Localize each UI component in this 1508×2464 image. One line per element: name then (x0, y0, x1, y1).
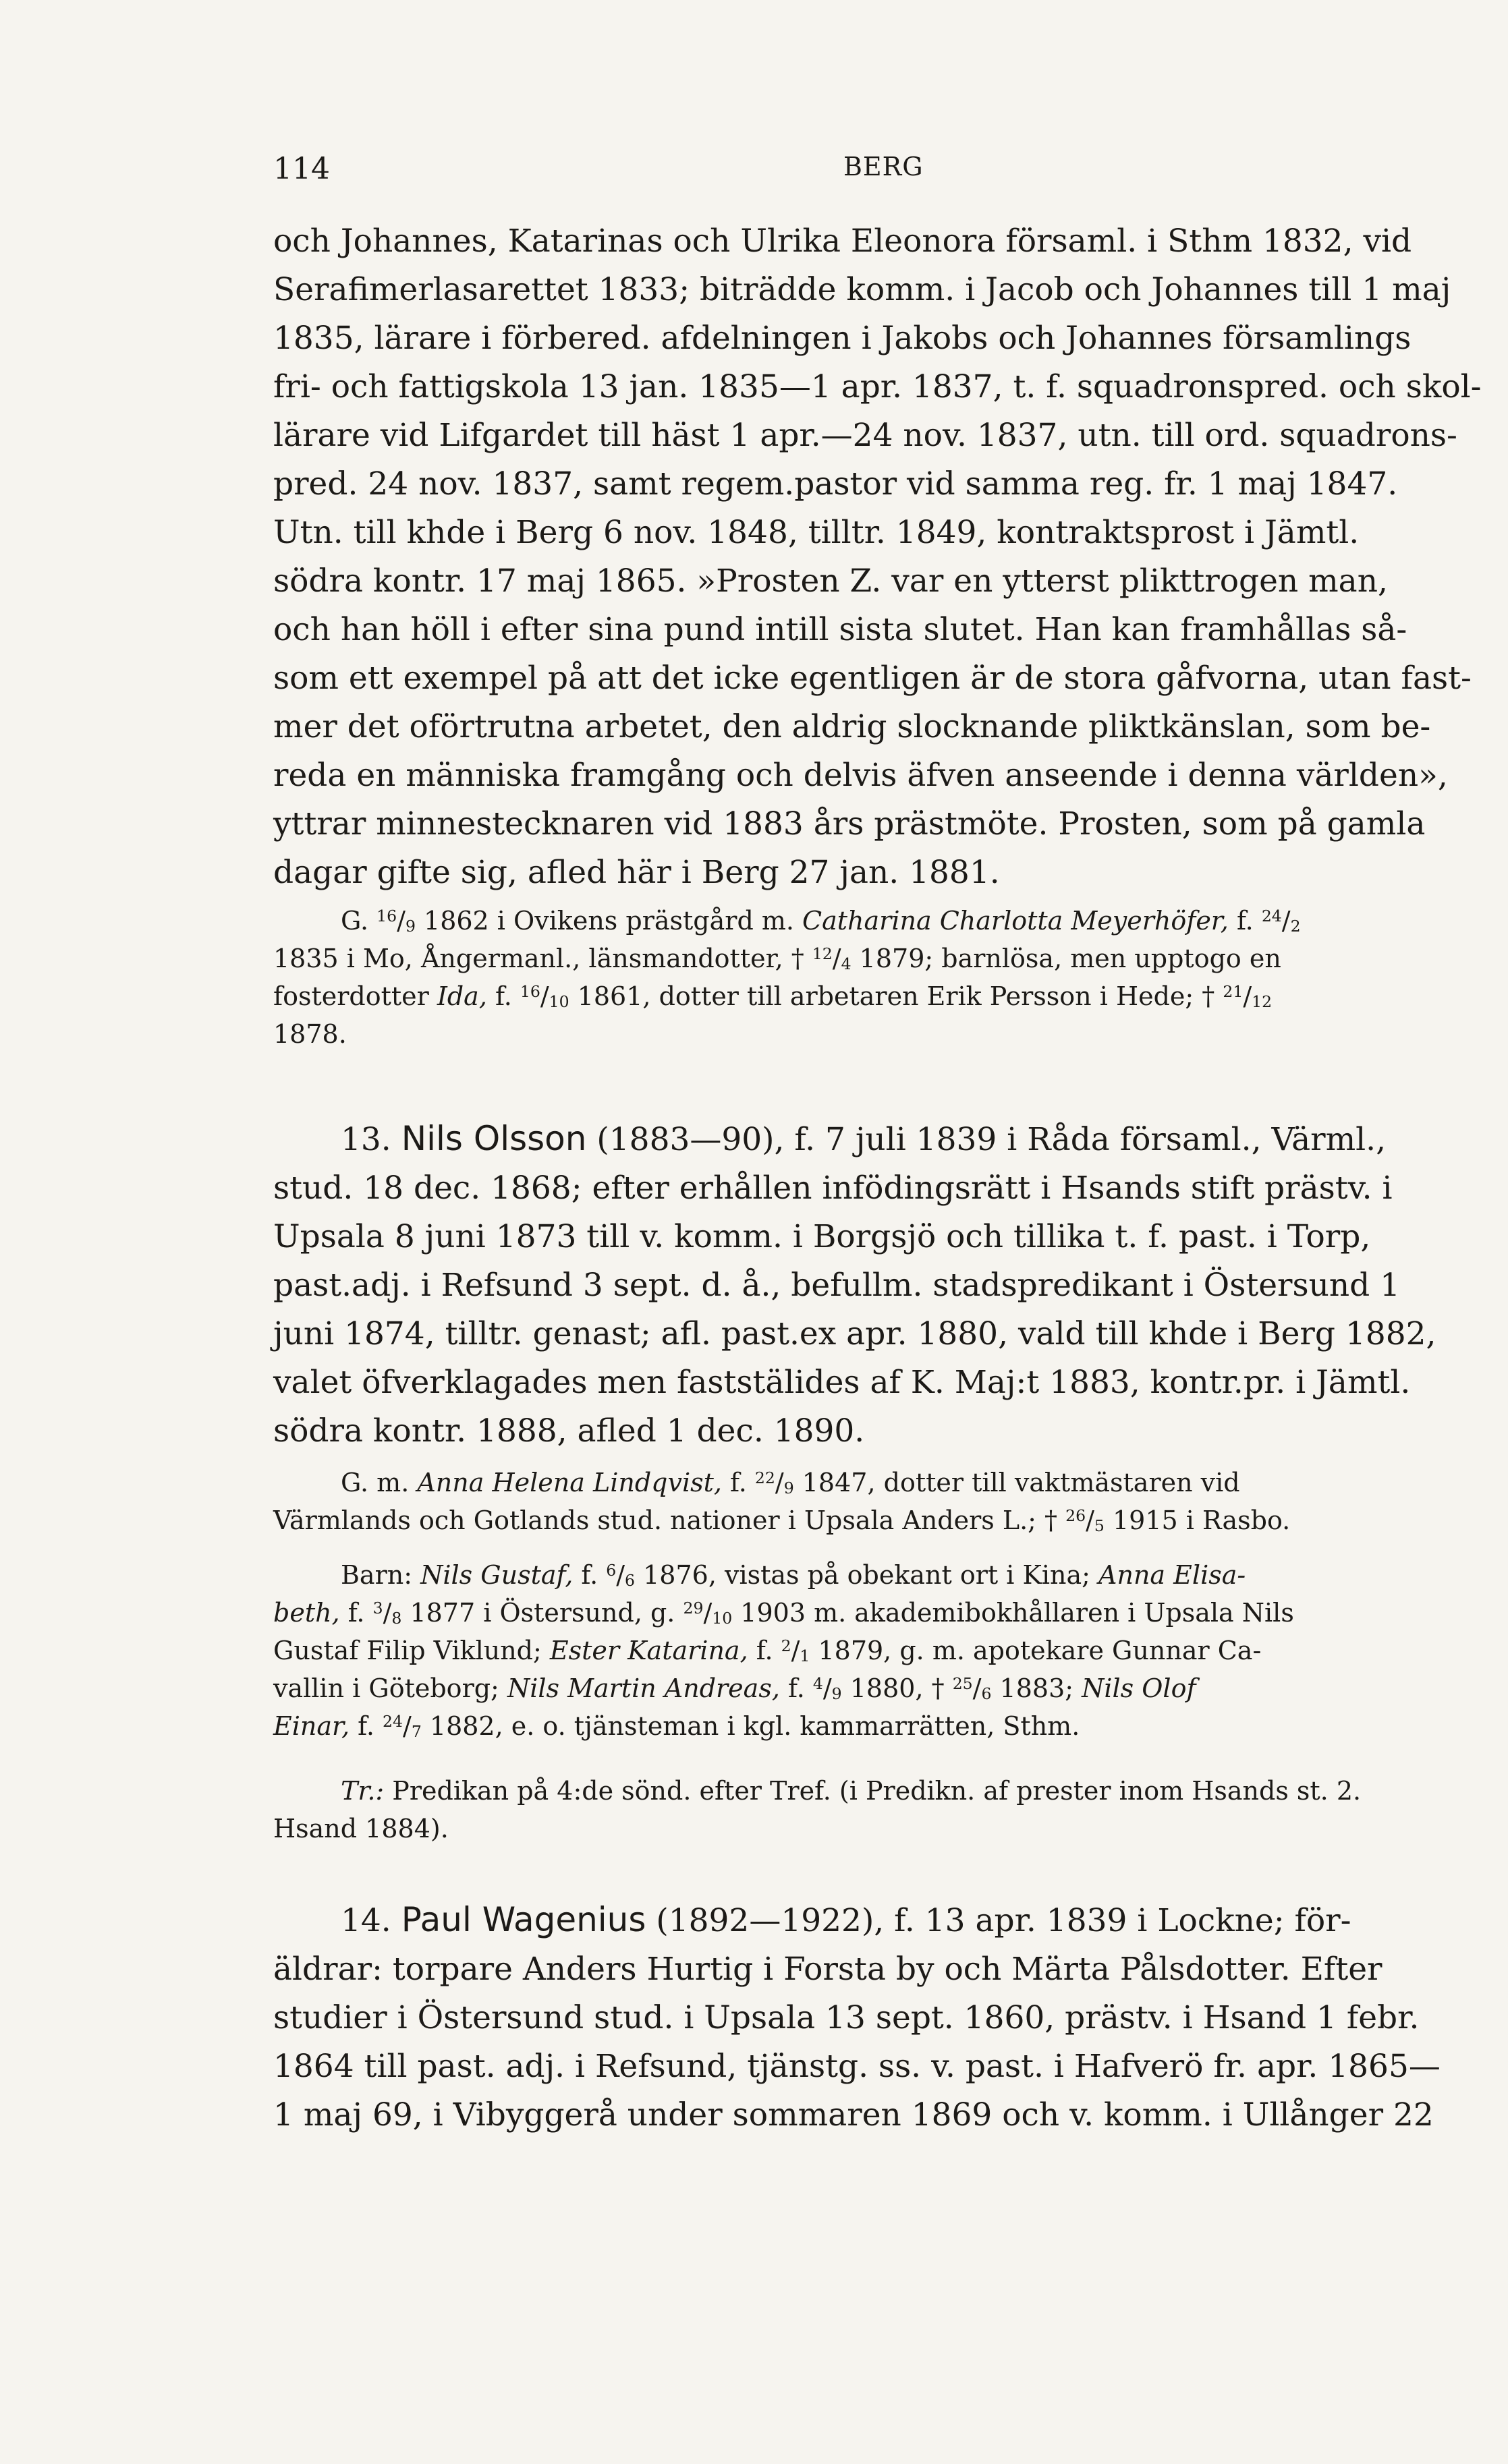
note-line: Gustaf Filip Viklund; Ester Katarina, f. $^2/_1$ 1879, g. m. apotekare Gunnar Ca- (273, 1636, 1262, 1665)
text-line: studier i Östersund stud. i Upsala 13 sept. 1860, prästv. i Hsand 1 febr. (273, 1999, 1420, 2036)
child-name: Nils Gustaf, (420, 1560, 574, 1590)
works-label: Tr.: (341, 1776, 385, 1806)
note-line: beth, f. $^3/_8$ 1877 i Östersund, g. $^{29}/_{10}$ 1903 m. akademibokhållaren i Upsala Nils (273, 1598, 1294, 1628)
entry-heading-line: 13. Nils Olsson (1883—90), f. 7 juli 1839 i Råda församl., Värml., (341, 1119, 1387, 1158)
note-line: Hsand 1884). (273, 1814, 449, 1843)
text-line: lärare vid Lifgardet till häst 1 apr.—24 nov. 1837, utn. till ord. squadrons- (273, 417, 1457, 454)
child-name: Ester Katarina, (549, 1636, 748, 1665)
note-line: Tr.: Predikan på 4:de sönd. efter Tref. (i Predikn. af prester inom Hsands st. 2. (341, 1776, 1362, 1806)
entry-12-family-note (273, 902, 1474, 1053)
entry-13-children-note (273, 1556, 1474, 1745)
entry-number: 13. (341, 1121, 391, 1158)
text-line: södra kontr. 1888, afled 1 dec. 1890. (273, 1412, 865, 1450)
person-name: Nils Olsson (401, 1119, 587, 1158)
entry-13-family-note (273, 1464, 1474, 1539)
note-line: Einar, f. $^{24}/_7$ 1882, e. o. tjänsteman i kgl. kammarrätten, Sthm. (273, 1711, 1080, 1741)
page-header (273, 152, 1474, 185)
person-name: Paul Wagenius (401, 1900, 646, 1939)
child-name: Anna Elisa- (1098, 1560, 1246, 1590)
text-line: pred. 24 nov. 1837, samt regem.pastor vid samma reg. fr. 1 maj 1847. (273, 465, 1398, 503)
text-line: dagar gifte sig, afled här i Berg 27 jan. 1881. (273, 854, 1000, 891)
text-line: yttrar minnestecknaren vid 1883 års prästmöte. Prosten, som på gamla (273, 805, 1426, 842)
entry-13 (273, 1114, 1474, 1456)
entry-heading-line: 14. Paul Wagenius (1892—1922), f. 13 apr. 1839 i Lockne; för- (341, 1900, 1351, 1939)
text-line: reda en människa framgång och delvis äfven anseende i denna världen», (273, 757, 1448, 794)
text-line: som ett exempel på att det icke egentligen är de stora gåfvorna, utan fast- (273, 660, 1472, 697)
text-line: och han höll i efter sina pund intill sista slutet. Han kan framhållas så- (273, 611, 1407, 648)
note-line: Värmlands och Gotlands stud. nationer i Upsala Anders L.; † $^{26}/_5$ 1915 i Rasbo. (273, 1506, 1291, 1535)
text-line: stud. 18 dec. 1868; efter erhållen infödingsrätt i Hsands stift prästv. i (273, 1170, 1393, 1207)
note-line: vallin i Göteborg; Nils Martin Andreas, f. $^4/_9$ 1880, † $^{25}/_6$ 1883; Nils Olof (273, 1673, 1196, 1703)
text-line: äldrar: torpare Anders Hurtig i Forsta by och Märta Pålsdotter. Efter (273, 1951, 1383, 1988)
running-head: BERG (843, 152, 924, 181)
text-line: valet öfverklagades men faststälides af K. Maj:t 1883, kontr.pr. i Jämtl. (273, 1364, 1411, 1401)
text-line: 1 maj 69, i Vibyggerå under sommaren 1869 och v. komm. i Ullånger 22 (273, 2096, 1434, 2133)
note-line: fosterdotter Ida, f. $^{16}/_{10}$ 1861, dotter till arbetaren Erik Persson i Hede; † $^{21}/_{12}$ (273, 981, 1273, 1011)
entry-12-continuation (273, 217, 1482, 897)
text-line: fri- och fattigskola 13 jan. 1835—1 apr. 1837, t. f. squadronspred. och skol- (273, 368, 1482, 405)
text-line: södra kontr. 17 maj 1865. »Prosten Z. var en ytterst plikttrogen man, (273, 563, 1388, 600)
text-line: 1864 till past. adj. i Refsund, tjänstg. ss. v. past. i Hafverö fr. apr. 1865— (273, 2048, 1441, 2085)
text-line: juni 1874, tilltr. genast; afl. past.ex apr. 1880, vald till khde i Berg 1882, (273, 1315, 1436, 1352)
entry-13-works-note (273, 1772, 1474, 1847)
entry-number: 14. (341, 1902, 391, 1939)
child-name: beth, (273, 1598, 340, 1628)
note-line: G. m. Anna Helena Lindqvist, f. $^{22}/_9$ 1847, dotter till vaktmästaren vid (341, 1468, 1240, 1497)
text-line: Upsala 8 juni 1873 till v. komm. i Borgsjö och tillika t. f. past. i Torp, (273, 1218, 1371, 1255)
page-number: 114 (273, 152, 330, 186)
foster-name: Ida, (437, 981, 487, 1011)
text-line: och Johannes, Katarinas och Ulrika Eleonora församl. i Sthm 1832, vid (273, 223, 1412, 260)
entry-14 (273, 1895, 1474, 2140)
note-line: 1878. (273, 1019, 347, 1049)
text-line: mer det oförtrutna arbetet, den aldrig slocknande pliktkänslan, som be- (273, 708, 1431, 745)
spouse-name: Anna Helena Lindqvist, (417, 1468, 722, 1497)
text-line: 1835, lärare i förbered. afdelningen i Jakobs och Johannes församlings (273, 320, 1412, 357)
child-name: Nils Olof (1082, 1673, 1196, 1703)
note-line: 1835 i Mo, Ångermanl., länsmandotter, † $^{12}/_4$ 1879; barnlösa, men upptogo en (273, 944, 1281, 973)
child-name: Einar, (273, 1711, 350, 1741)
spouse-name: Catharina Charlotta Meyerhöfer, (802, 906, 1229, 936)
text-line: Serafimerlasarettet 1833; biträdde komm. i Jacob och Johannes till 1 maj (273, 271, 1451, 308)
child-name: Nils Martin Andreas, (507, 1673, 780, 1703)
text-line: Utn. till khde i Berg 6 nov. 1848, tilltr. 1849, kontraktsprost i Jämtl. (273, 514, 1360, 551)
text-line: past.adj. i Refsund 3 sept. d. å., befullm. stadspredikant i Östersund 1 (273, 1267, 1401, 1304)
note-line: Barn: Nils Gustaf, f. $^6/_6$ 1876, vistas på obekant ort i Kina; Anna Elisa- (341, 1560, 1246, 1590)
note-line: G. $^{16}/_9$ 1862 i Ovikens prästgård m. Catharina Charlotta Meyerhöfer, f. $^{24}/_2$ (341, 906, 1301, 936)
